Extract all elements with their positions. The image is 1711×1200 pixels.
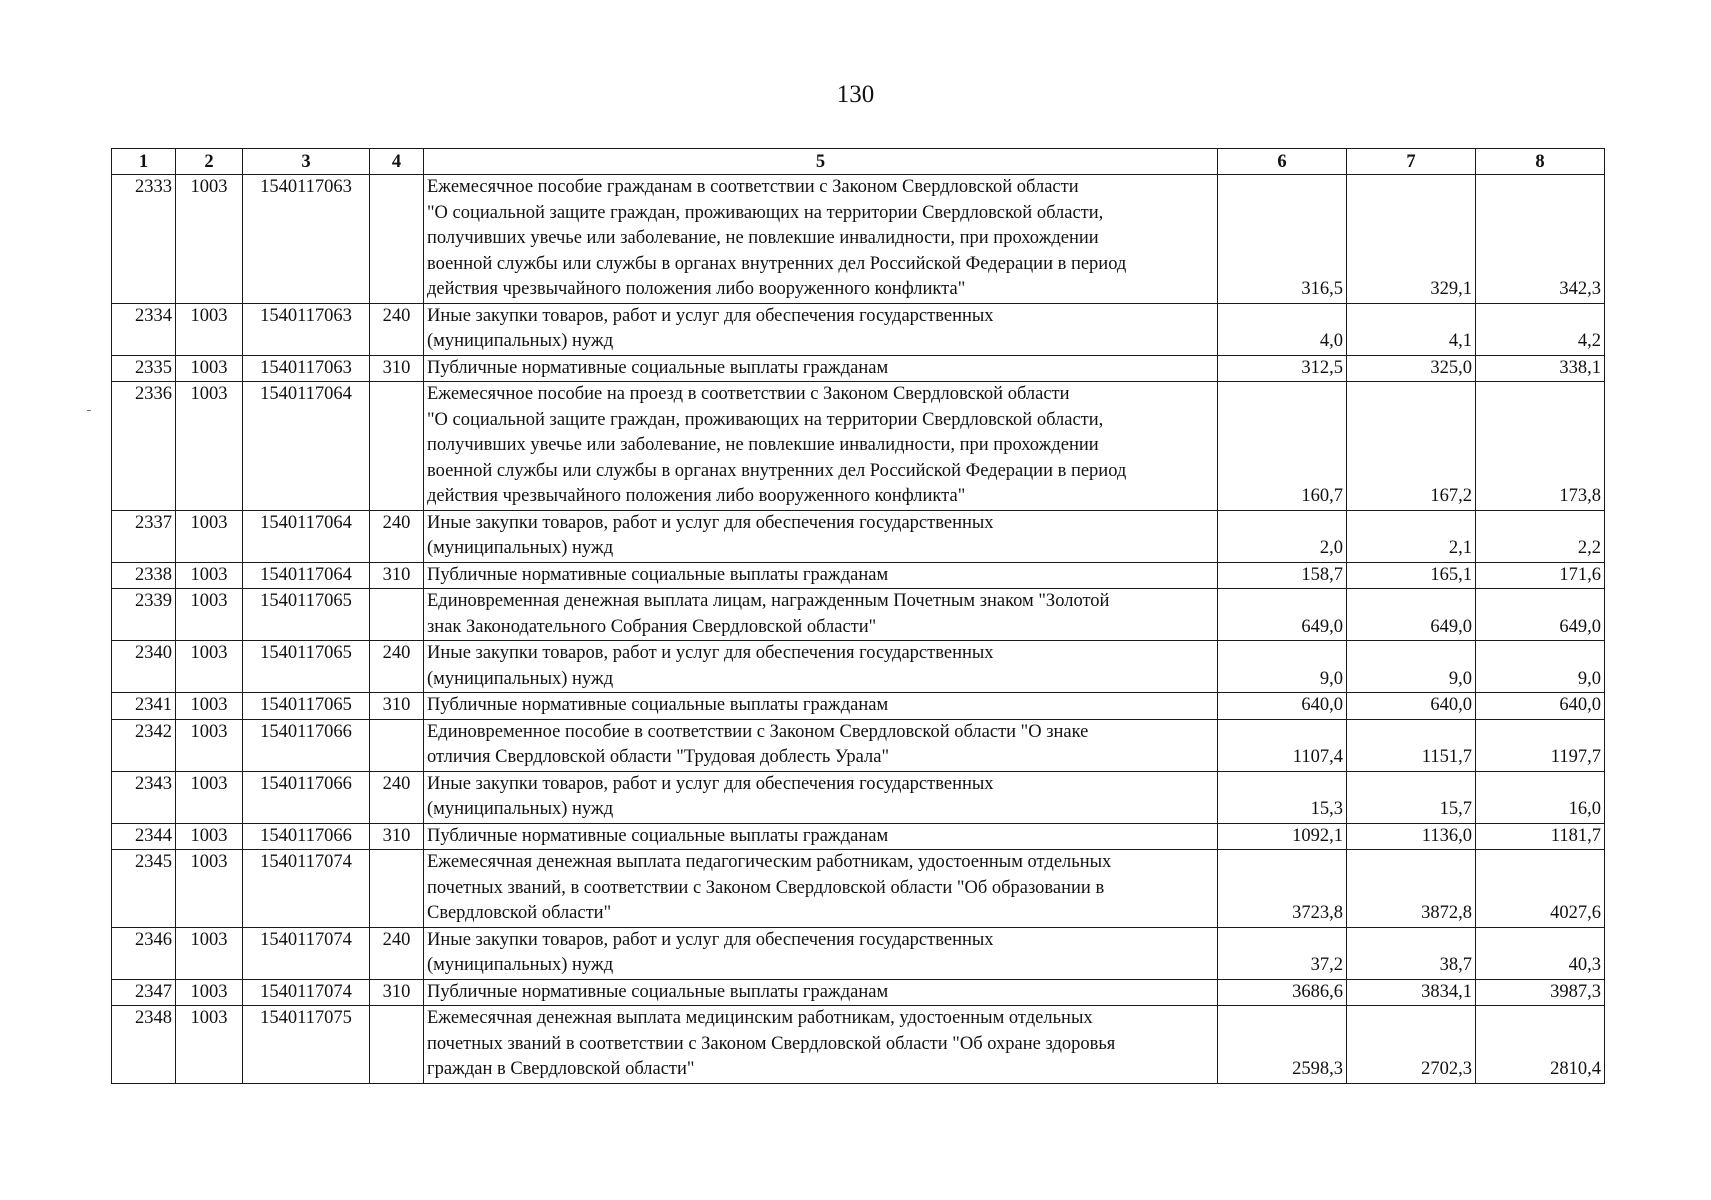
target-code-cell: 1540117074 xyxy=(243,927,370,979)
table-row xyxy=(112,510,1605,562)
expense-type-cell: 310 xyxy=(370,562,424,589)
row-number-cell: 2344 xyxy=(112,823,176,850)
section-code-cell: 1003 xyxy=(176,510,243,562)
amount-col8-cell: 173,8 xyxy=(1476,382,1605,511)
amount-col6-cell: 3723,8 xyxy=(1218,850,1347,928)
row-number-cell: 2334 xyxy=(112,303,176,355)
amount-col8-cell: 640,0 xyxy=(1476,693,1605,720)
row-number-cell: 2343 xyxy=(112,771,176,823)
description-cell: Ежемесячная денежная выплата педагогическим работникам, удостоенным отдельных почетных званий, в соответствии с Законом Свердловской области "Об образовании в Свердловской области" xyxy=(424,850,1218,928)
expense-type-cell: 240 xyxy=(370,771,424,823)
row-number-cell: 2337 xyxy=(112,510,176,562)
amount-col7-cell: 640,0 xyxy=(1347,693,1476,720)
amount-col6-cell: 4,0 xyxy=(1218,303,1347,355)
amount-col7-cell: 167,2 xyxy=(1347,382,1476,511)
table-row xyxy=(112,823,1605,850)
row-number-cell: 2347 xyxy=(112,979,176,1006)
amount-col6-cell: 1107,4 xyxy=(1218,719,1347,771)
target-code-cell: 1540117074 xyxy=(243,850,370,928)
target-code-cell: 1540117066 xyxy=(243,719,370,771)
section-code-cell: 1003 xyxy=(176,589,243,641)
description-cell: Публичные нормативные социальные выплаты гражданам xyxy=(424,979,1218,1006)
header-cell: 2 xyxy=(176,149,243,175)
table-row xyxy=(112,850,1605,928)
description-cell: Иные закупки товаров, работ и услуг для обеспечения государственных (муниципальных) нужд xyxy=(424,303,1218,355)
section-code-cell: 1003 xyxy=(176,355,243,382)
header-cell: 7 xyxy=(1347,149,1476,175)
description-cell: Публичные нормативные социальные выплаты гражданам xyxy=(424,823,1218,850)
table-row xyxy=(112,355,1605,382)
amount-col8-cell: 3987,3 xyxy=(1476,979,1605,1006)
section-code-cell: 1003 xyxy=(176,693,243,720)
amount-col6-cell: 37,2 xyxy=(1218,927,1347,979)
row-number-cell: 2348 xyxy=(112,1006,176,1084)
description-cell: Иные закупки товаров, работ и услуг для обеспечения государственных (муниципальных) нужд xyxy=(424,771,1218,823)
expense-type-cell xyxy=(370,850,424,928)
amount-col6-cell: 316,5 xyxy=(1218,175,1347,304)
expense-type-cell: 240 xyxy=(370,927,424,979)
expense-type-cell: 310 xyxy=(370,979,424,1006)
table-row xyxy=(112,693,1605,720)
description-cell: Ежемесячное пособие на проезд в соответствии с Законом Свердловской области "О социальной защите граждан, проживающих на территории Свердловской области, получивших увечье или заболевание, не повлекшие инвалидности, при прохождении военной службы или службы в органах внутренних дел Российской Федерации в период действия чрезвычайного положения либо вооруженного конфликта" xyxy=(424,382,1218,511)
amount-col8-cell: 4,2 xyxy=(1476,303,1605,355)
description-cell: Иные закупки товаров, работ и услуг для обеспечения государственных (муниципальных) нужд xyxy=(424,927,1218,979)
amount-col6-cell: 649,0 xyxy=(1218,589,1347,641)
amount-col7-cell: 3834,1 xyxy=(1347,979,1476,1006)
row-number-cell: 2346 xyxy=(112,927,176,979)
table-row xyxy=(112,303,1605,355)
amount-col8-cell: 338,1 xyxy=(1476,355,1605,382)
amount-col7-cell: 329,1 xyxy=(1347,175,1476,304)
amount-col6-cell: 640,0 xyxy=(1218,693,1347,720)
section-code-cell: 1003 xyxy=(176,850,243,928)
table-row xyxy=(112,641,1605,693)
section-code-cell: 1003 xyxy=(176,175,243,304)
amount-col6-cell: 9,0 xyxy=(1218,641,1347,693)
table-row xyxy=(112,562,1605,589)
amount-col8-cell: 40,3 xyxy=(1476,927,1605,979)
amount-col7-cell: 2702,3 xyxy=(1347,1006,1476,1084)
amount-col7-cell: 325,0 xyxy=(1347,355,1476,382)
description-cell: Единовременная денежная выплата лицам, награжденным Почетным знаком "Золотой знак Законодательного Собрания Свердловской области" xyxy=(424,589,1218,641)
amount-col6-cell: 3686,6 xyxy=(1218,979,1347,1006)
amount-col8-cell: 2,2 xyxy=(1476,510,1605,562)
amount-col6-cell: 158,7 xyxy=(1218,562,1347,589)
description-cell: Иные закупки товаров, работ и услуг для обеспечения государственных (муниципальных) нужд xyxy=(424,641,1218,693)
description-cell: Ежемесячная денежная выплата медицинским работникам, удостоенным отдельных почетных званий в соответствии с Законом Свердловской области "Об охране здоровья граждан в Свердловской области" xyxy=(424,1006,1218,1084)
header-cell: 1 xyxy=(112,149,176,175)
amount-col7-cell: 649,0 xyxy=(1347,589,1476,641)
amount-col8-cell: 1181,7 xyxy=(1476,823,1605,850)
amount-col7-cell: 3872,8 xyxy=(1347,850,1476,928)
section-code-cell: 1003 xyxy=(176,303,243,355)
amount-col7-cell: 15,7 xyxy=(1347,771,1476,823)
table-row xyxy=(112,927,1605,979)
description-cell: Публичные нормативные социальные выплаты гражданам xyxy=(424,562,1218,589)
amount-col6-cell: 15,3 xyxy=(1218,771,1347,823)
target-code-cell: 1540117064 xyxy=(243,382,370,511)
amount-col6-cell: 2,0 xyxy=(1218,510,1347,562)
amount-col6-cell: 2598,3 xyxy=(1218,1006,1347,1084)
target-code-cell: 1540117063 xyxy=(243,355,370,382)
amount-col8-cell: 342,3 xyxy=(1476,175,1605,304)
header-cell: 8 xyxy=(1476,149,1605,175)
scan-artifact-dot xyxy=(87,410,91,411)
table-row xyxy=(112,589,1605,641)
section-code-cell: 1003 xyxy=(176,823,243,850)
amount-col8-cell: 9,0 xyxy=(1476,641,1605,693)
amount-col8-cell: 2810,4 xyxy=(1476,1006,1605,1084)
amount-col8-cell: 4027,6 xyxy=(1476,850,1605,928)
target-code-cell: 1540117074 xyxy=(243,979,370,1006)
amount-col7-cell: 165,1 xyxy=(1347,562,1476,589)
table-row xyxy=(112,719,1605,771)
table-row xyxy=(112,771,1605,823)
amount-col7-cell: 4,1 xyxy=(1347,303,1476,355)
table-row xyxy=(112,979,1605,1006)
expense-type-cell: 240 xyxy=(370,510,424,562)
expense-type-cell: 310 xyxy=(370,355,424,382)
amount-col8-cell: 171,6 xyxy=(1476,562,1605,589)
table-row xyxy=(112,175,1605,304)
expense-type-cell: 310 xyxy=(370,693,424,720)
section-code-cell: 1003 xyxy=(176,719,243,771)
table-row xyxy=(112,1006,1605,1084)
expense-type-cell xyxy=(370,382,424,511)
expense-type-cell xyxy=(370,589,424,641)
expense-type-cell: 310 xyxy=(370,823,424,850)
expense-type-cell xyxy=(370,175,424,304)
description-cell: Публичные нормативные социальные выплаты гражданам xyxy=(424,355,1218,382)
page-number: 130 xyxy=(836,81,875,108)
target-code-cell: 1540117064 xyxy=(243,562,370,589)
target-code-cell: 1540117063 xyxy=(243,175,370,304)
section-code-cell: 1003 xyxy=(176,641,243,693)
row-number-cell: 2333 xyxy=(112,175,176,304)
section-code-cell: 1003 xyxy=(176,771,243,823)
amount-col7-cell: 38,7 xyxy=(1347,927,1476,979)
table-body xyxy=(112,175,1605,1084)
target-code-cell: 1540117065 xyxy=(243,641,370,693)
table-row xyxy=(112,382,1605,511)
amount-col8-cell: 16,0 xyxy=(1476,771,1605,823)
amount-col7-cell: 1151,7 xyxy=(1347,719,1476,771)
description-cell: Ежемесячное пособие гражданам в соответствии с Законом Свердловской области "О социальной защите граждан, проживающих на территории Свердловской области, получивших увечье или заболевание, не повлекшие инвалидности, при прохождении военной службы или службы в органах внутренних дел Российской Федерации в период действия чрезвычайного положения либо вооруженного конфликта" xyxy=(424,175,1218,304)
section-code-cell: 1003 xyxy=(176,927,243,979)
section-code-cell: 1003 xyxy=(176,1006,243,1084)
section-code-cell: 1003 xyxy=(176,382,243,511)
target-code-cell: 1540117065 xyxy=(243,693,370,720)
row-number-cell: 2345 xyxy=(112,850,176,928)
amount-col6-cell: 1092,1 xyxy=(1218,823,1347,850)
row-number-cell: 2339 xyxy=(112,589,176,641)
amount-col7-cell: 2,1 xyxy=(1347,510,1476,562)
header-cell: 4 xyxy=(370,149,424,175)
header-cell: 5 xyxy=(424,149,1218,175)
description-cell: Публичные нормативные социальные выплаты гражданам xyxy=(424,693,1218,720)
amount-col8-cell: 1197,7 xyxy=(1476,719,1605,771)
row-number-cell: 2335 xyxy=(112,355,176,382)
header-cell: 3 xyxy=(243,149,370,175)
expense-type-cell: 240 xyxy=(370,303,424,355)
target-code-cell: 1540117065 xyxy=(243,589,370,641)
expense-type-cell xyxy=(370,719,424,771)
expense-type-cell xyxy=(370,1006,424,1084)
expense-type-cell: 240 xyxy=(370,641,424,693)
description-cell: Единовременное пособие в соответствии с Законом Свердловской области "О знаке отличия Свердловской области "Трудовая доблесть Урала" xyxy=(424,719,1218,771)
target-code-cell: 1540117075 xyxy=(243,1006,370,1084)
amount-col6-cell: 312,5 xyxy=(1218,355,1347,382)
target-code-cell: 1540117063 xyxy=(243,303,370,355)
section-code-cell: 1003 xyxy=(176,979,243,1006)
row-number-cell: 2342 xyxy=(112,719,176,771)
amount-col7-cell: 9,0 xyxy=(1347,641,1476,693)
section-code-cell: 1003 xyxy=(176,562,243,589)
header-cell: 6 xyxy=(1218,149,1347,175)
row-number-cell: 2338 xyxy=(112,562,176,589)
amount-col6-cell: 160,7 xyxy=(1218,382,1347,511)
budget-table xyxy=(111,148,1605,1084)
row-number-cell: 2341 xyxy=(112,693,176,720)
row-number-cell: 2336 xyxy=(112,382,176,511)
amount-col7-cell: 1136,0 xyxy=(1347,823,1476,850)
row-number-cell: 2340 xyxy=(112,641,176,693)
target-code-cell: 1540117064 xyxy=(243,510,370,562)
target-code-cell: 1540117066 xyxy=(243,823,370,850)
header-row xyxy=(112,149,1605,175)
description-cell: Иные закупки товаров, работ и услуг для обеспечения государственных (муниципальных) нужд xyxy=(424,510,1218,562)
amount-col8-cell: 649,0 xyxy=(1476,589,1605,641)
target-code-cell: 1540117066 xyxy=(243,771,370,823)
